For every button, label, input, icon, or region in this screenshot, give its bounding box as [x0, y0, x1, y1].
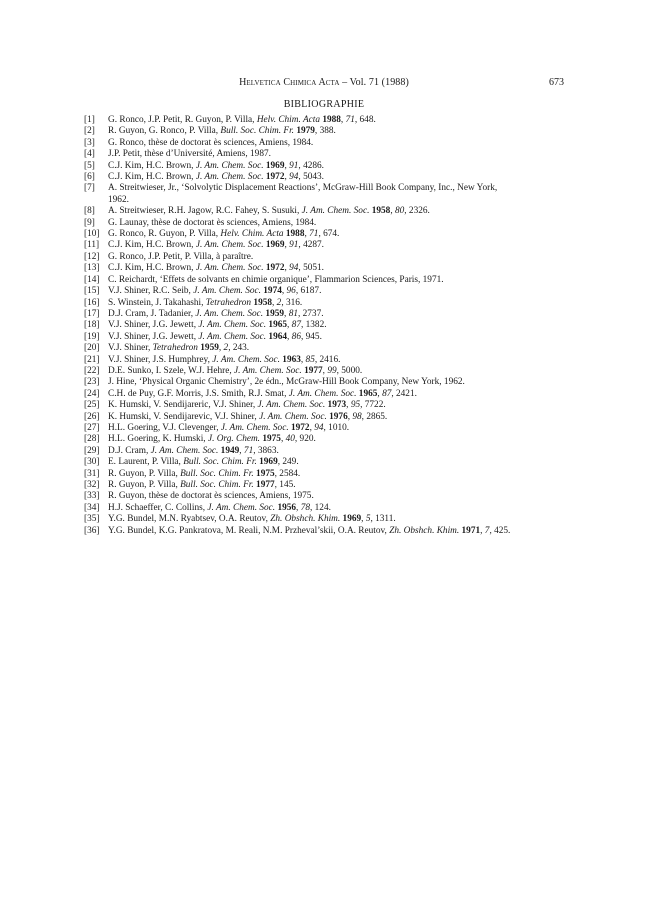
reference-year: 1959 — [197, 343, 219, 354]
reference-text: , 945. — [300, 331, 322, 342]
reference-item — [84, 286, 564, 297]
reference-journal: 86 — [291, 331, 301, 342]
journal-name: Helvetica Chimica Acta — [239, 77, 340, 88]
reference-journal: Tetrahedron — [152, 343, 198, 354]
reference-number: [27] — [84, 422, 100, 433]
reference-journal: J. Am. Chem. Soc. — [195, 308, 264, 319]
reference-number: [11] — [84, 240, 100, 251]
reference-item — [84, 412, 564, 423]
reference-text: , — [272, 297, 277, 308]
reference-text: R. Guyon, G. Ronco, P. Villa, — [108, 126, 221, 137]
reference-text: , 388. — [314, 126, 336, 137]
reference-number: [15] — [84, 286, 100, 297]
reference-number: [31] — [84, 468, 100, 479]
reference-text: , — [346, 400, 351, 411]
reference-text: D.E. Sunko, I. Szele, W.J. Hehre, — [108, 365, 235, 376]
reference-number: [3] — [84, 137, 95, 148]
reference-item — [84, 161, 564, 172]
reference-text: , — [287, 320, 292, 331]
reference-year: 1988 — [320, 115, 341, 125]
reference-item — [84, 126, 564, 137]
reference-text: , 7722. — [360, 400, 386, 411]
reference-text: C. Reichardt, ‘Effets de solvants en chimie organique’, Flammarion Sciences, Paris, 1971. — [108, 274, 444, 285]
reference-journal: 95 — [350, 400, 361, 411]
reference-journal: 2 — [223, 343, 229, 354]
reference-year: 1969 — [340, 514, 362, 525]
reference-text: , — [284, 308, 289, 319]
reference-journal: 87 — [382, 388, 392, 399]
reference-text: , 2865. — [361, 411, 388, 422]
reference-year: 1972 — [263, 172, 285, 183]
reference-number: [22] — [84, 365, 100, 376]
reference-journal: 96 — [286, 286, 296, 297]
reference-number: [23] — [84, 377, 100, 388]
reference-journal: 71 — [309, 229, 319, 240]
reference-journal: 78 — [300, 502, 310, 513]
reference-journal: Bull. Soc. Chim. Fr. — [180, 480, 254, 490]
reference-number: [2] — [84, 126, 95, 137]
reference-year: 1974 — [260, 286, 282, 297]
reference-item — [84, 115, 564, 126]
reference-item — [84, 503, 564, 514]
page-number: 673 — [549, 77, 564, 88]
reference-item — [84, 332, 564, 343]
reference-text: A. Streitwieser, R.H. Jagow, R.C. Fahey, S. Susuki, — [108, 206, 302, 217]
reference-item — [84, 491, 564, 502]
reference-text: , — [390, 206, 395, 217]
reference-year: 1965 — [356, 388, 378, 399]
reference-year: 1972 — [288, 422, 310, 433]
reference-text: E. Laurent, P. Villa, — [108, 457, 184, 468]
reference-item — [84, 389, 564, 400]
reference-text: , — [322, 365, 328, 376]
reference-text: , 2584. — [274, 468, 301, 479]
reference-journal: 7 — [484, 525, 490, 536]
reference-journal: Bull. Soc. Chim. Fr. — [183, 457, 257, 468]
reference-text: V.J. Shiner, J.G. Jewett, — [108, 331, 199, 342]
reference-item — [84, 183, 564, 206]
reference-number: [29] — [84, 445, 100, 456]
reference-item — [84, 218, 564, 229]
reference-journal: 91 — [289, 240, 299, 251]
reference-text: , — [218, 343, 224, 354]
reference-journal: Bull. Soc. Chim. Fr. — [220, 126, 294, 137]
reference-item — [84, 423, 564, 434]
reference-text: D.J. Cram, J. Tadanier, — [108, 308, 196, 319]
reference-number: [28] — [84, 434, 100, 445]
reference-number: [32] — [84, 480, 100, 490]
reference-number: [20] — [84, 343, 100, 354]
reference-text: A. Streitwieser, Jr., ‘Solvolytic Displacement Reactions’, McGraw-Hill Book Company, Inc., New York, — [108, 183, 498, 194]
reference-item — [84, 309, 564, 320]
reference-text: J. Hine, ‘Physical Organic Chemistry’, 2e édn., McGraw-Hill Book Company, New York, 1962. — [108, 377, 465, 388]
reference-text: Y.G. Bundel, K.G. Pankratova, M. Reali, N.M. Przheval’skii, O.A. Reutov, — [108, 525, 390, 536]
reference-number: [18] — [84, 320, 100, 331]
reference-text: V.J. Shiner, R.C. Seib, — [108, 286, 194, 297]
reference-text: , 2416. — [314, 354, 341, 365]
reference-text: , 316. — [281, 297, 303, 308]
reference-number: [9] — [84, 217, 95, 228]
reference-text: , — [284, 240, 290, 251]
reference-journal: J. Am. Chem. Soc. — [195, 160, 264, 171]
reference-text: , — [284, 160, 290, 171]
reference-text: , — [347, 411, 353, 422]
reference-item — [84, 446, 564, 457]
reference-text: , — [284, 172, 290, 183]
reference-text: , 1010. — [323, 422, 350, 433]
reference-year: 1963 — [279, 354, 301, 365]
reference-journal: 71 — [345, 115, 355, 125]
reference-text: G. Launay, thèse de doctorat ès sciences, Amiens, 1984. — [108, 217, 317, 228]
reference-journal: J. Am. Chem. Soc. — [301, 206, 370, 217]
reference-number: [21] — [84, 354, 100, 365]
reference-number: [8] — [84, 206, 95, 217]
reference-text: , — [480, 525, 485, 536]
reference-text: G. Ronco, thèse de doctorat ès sciences, Amiens, 1984. — [108, 137, 314, 148]
reference-item — [84, 434, 564, 445]
reference-number: [34] — [84, 502, 100, 513]
reference-year: 1969 — [256, 457, 278, 468]
reference-journal: 80 — [394, 206, 405, 217]
reference-year: 1965 — [266, 320, 288, 331]
reference-text: C.J. Kim, H.C. Brown, — [108, 263, 196, 274]
reference-year: 1959 — [263, 308, 285, 319]
reference-number: [25] — [84, 400, 100, 411]
reference-journal: 81 — [288, 308, 298, 319]
reference-text: , — [304, 229, 310, 240]
reference-number: [19] — [84, 331, 100, 342]
reference-journal: J. Am. Chem. Soc. — [288, 388, 357, 399]
reference-text: , 5000. — [336, 365, 363, 376]
journal-citation — [84, 77, 564, 88]
reference-number: [17] — [84, 308, 100, 319]
reference-text: G. Ronco, J.P. Petit, R. Guyon, P. Villa, — [108, 115, 257, 125]
reference-journal: J. Am. Chem. Soc. — [257, 400, 326, 411]
reference-journal: 40 — [285, 434, 295, 445]
reference-item — [84, 252, 564, 263]
reference-item — [84, 275, 564, 286]
reference-text: C.J. Kim, H.C. Brown, — [108, 160, 196, 171]
reference-text: K. Humski, V. Sendijarevic, V.J. Shiner, — [108, 411, 260, 422]
reference-number: [12] — [84, 251, 100, 262]
reference-journal: Helv. Chim. Acta — [220, 229, 284, 240]
reference-journal: J. Am. Chem. Soc. — [212, 354, 280, 365]
reference-journal: 94 — [289, 172, 299, 183]
reference-number: [7] — [84, 183, 95, 194]
reference-journal: 99 — [327, 365, 337, 376]
reference-text: , 145. — [274, 480, 296, 490]
reference-text: V.J. Shiner, J.S. Humphrey, — [108, 354, 213, 365]
reference-number: [6] — [84, 172, 95, 183]
reference-continuation: 1962. — [108, 194, 129, 205]
reference-item — [84, 138, 564, 149]
reference-text: , 124. — [310, 502, 331, 513]
reference-year: 1969 — [263, 240, 285, 251]
reference-text: V.J. Shiner, J.G. Jewett, — [108, 320, 199, 331]
reference-item — [84, 400, 564, 411]
reference-text: G. Ronco, J.P. Petit, P. Villa, à paraître. — [108, 251, 254, 262]
reference-text: , — [284, 263, 290, 274]
reference-year: 1988 — [283, 229, 305, 240]
reference-year: 1975 — [253, 468, 275, 479]
reference-text: H.J. Schaeffer, C. Collins, — [108, 502, 208, 513]
reference-number: [10] — [84, 229, 100, 240]
reference-text: , — [296, 502, 301, 513]
reference-year: 1976 — [326, 411, 348, 422]
section-title: BIBLIOGRAPHIE — [283, 99, 365, 110]
reference-text: , — [287, 331, 292, 342]
reference-number: [26] — [84, 411, 100, 422]
reference-text: R. Guyon, thèse de doctorat ès sciences, Amiens, 1975. — [108, 491, 314, 502]
reference-year: 1972 — [263, 263, 285, 274]
reference-number: [35] — [84, 514, 100, 525]
reference-journal: J. Am. Chem. Soc. — [195, 172, 264, 183]
reference-year: 1977 — [301, 365, 323, 376]
reference-text: C.J. Kim, H.C. Brown, — [108, 240, 196, 251]
reference-journal: J. Am. Chem. Soc. — [220, 422, 289, 433]
reference-text: , 4286. — [298, 160, 324, 171]
reference-item — [84, 240, 564, 251]
journal-volume-year: – Vol. 71 (1988) — [339, 77, 409, 88]
reference-list — [84, 115, 564, 537]
reference-item — [84, 298, 564, 309]
reference-year: 1973 — [325, 400, 347, 411]
reference-journal: J. Am. Chem. Soc. — [207, 502, 276, 513]
reference-journal: Bull. Soc. Chim. Fr. — [180, 468, 254, 479]
reference-number: [1] — [84, 115, 95, 125]
reference-year: 1964 — [266, 331, 288, 342]
reference-text: , — [340, 115, 346, 125]
reference-journal: J. Org. Chem. — [207, 434, 261, 445]
reference-number: [5] — [84, 160, 95, 171]
reference-item — [84, 366, 564, 377]
reference-journal: J. Am. Chem. Soc. — [150, 445, 219, 456]
reference-number: [13] — [84, 263, 100, 274]
reference-text: G. Ronco, R. Guyon, P. Villa, — [108, 229, 221, 240]
reference-item — [84, 343, 564, 354]
reference-text: , 1382. — [300, 320, 327, 331]
reference-text: , — [309, 422, 315, 433]
reference-journal: Zh. Obshch. Khim. — [389, 525, 460, 536]
reference-journal: Zh. Obshch. Khim. — [270, 514, 341, 525]
reference-text: , 2326. — [404, 206, 430, 217]
reference-text: , — [281, 286, 287, 297]
reference-text: , — [377, 388, 383, 399]
reference-text: , 5043. — [298, 172, 324, 183]
reference-journal: J. Am. Chem. Soc. — [234, 365, 302, 376]
reference-text: C.H. de Puy, G.F. Morris, J.S. Smith, R.J. Smat, — [108, 388, 289, 399]
reference-journal: 91 — [289, 160, 299, 171]
reference-text: , 2421. — [391, 388, 417, 399]
reference-year: 1949 — [218, 445, 240, 456]
reference-item — [84, 526, 564, 537]
reference-number: [14] — [84, 274, 100, 285]
reference-year: 1969 — [263, 160, 285, 171]
reference-text: R. Guyon, P. Villa, — [108, 480, 181, 490]
reference-journal: 71 — [243, 445, 254, 456]
reference-journal: Helv. Chim. Acta — [256, 115, 320, 125]
reference-text: , — [300, 354, 306, 365]
reference-item — [84, 355, 564, 366]
reference-year: 1958 — [369, 206, 391, 217]
reference-text: , 6187. — [295, 286, 322, 297]
reference-year: 1956 — [275, 502, 297, 513]
reference-text: C.J. Kim, H.C. Brown, — [108, 172, 196, 183]
reference-text: H.L. Goering, V.J. Clevenger, — [108, 422, 221, 433]
reference-item — [84, 480, 564, 491]
reference-text: , 674. — [318, 229, 340, 240]
reference-number: [24] — [84, 388, 100, 399]
reference-journal: 98 — [352, 411, 362, 422]
reference-journal: J. Am. Chem. Soc. — [195, 263, 264, 274]
reference-text: H.L. Goering, K. Humski, — [108, 434, 208, 445]
reference-text: R. Guyon, P. Villa, — [108, 468, 181, 479]
reference-text: S. Winstein, J. Takahashi, — [108, 297, 206, 308]
reference-text: , 243. — [228, 343, 250, 354]
reference-text: K. Humski, V. Sendijareric, V.J. Shiner, — [108, 400, 258, 411]
reference-item — [84, 229, 564, 240]
reference-journal: J. Am. Chem. Soc. — [259, 411, 327, 422]
reference-journal: 87 — [291, 320, 301, 331]
reference-year: 1971 — [459, 525, 481, 536]
reference-journal: J. Am. Chem. Soc. — [198, 331, 267, 342]
reference-text: , 4287. — [298, 240, 324, 251]
reference-journal: Tetrahedron — [205, 297, 252, 308]
running-header — [84, 77, 564, 91]
reference-text: J.P. Petit, thèse d’Université, Amiens, 1987. — [108, 149, 271, 160]
reference-text: Y.G. Bundel, M.N. Ryabtsev, O.A. Reutov, — [108, 514, 271, 525]
reference-item — [84, 469, 564, 480]
reference-year: 1977 — [253, 480, 275, 490]
reference-item — [84, 172, 564, 183]
reference-item — [84, 206, 564, 217]
reference-text: , 2737. — [297, 308, 324, 319]
reference-item — [84, 149, 564, 160]
reference-text: , 3863. — [253, 445, 279, 456]
reference-journal: J. Am. Chem. Soc. — [195, 240, 264, 251]
reference-text: V.J. Shiner, — [108, 343, 153, 354]
reference-item — [84, 320, 564, 331]
reference-item — [84, 263, 564, 274]
reference-item — [84, 377, 564, 388]
reference-year: 1958 — [251, 297, 273, 308]
reference-text: D.J. Cram, — [108, 445, 151, 456]
reference-number: [4] — [84, 149, 95, 160]
reference-text: , 249. — [277, 457, 299, 468]
reference-journal: 5 — [365, 514, 371, 525]
reference-text: , — [280, 434, 286, 445]
reference-item — [84, 457, 564, 468]
reference-text: , 920. — [294, 434, 316, 445]
reference-journal: 2 — [276, 297, 282, 308]
reference-journal: 94 — [314, 422, 324, 433]
reference-number: [30] — [84, 457, 100, 468]
reference-journal: 85 — [305, 354, 315, 365]
reference-year: 1979 — [294, 126, 315, 137]
reference-number: [16] — [84, 297, 100, 308]
reference-text: , — [361, 514, 366, 525]
reference-year: 1975 — [260, 434, 281, 445]
reference-journal: J. Am. Chem. Soc. — [198, 320, 267, 331]
reference-text: , 5051. — [298, 263, 324, 274]
reference-journal: 94 — [289, 263, 299, 274]
reference-number: [33] — [84, 491, 100, 502]
reference-text: , 425. — [489, 525, 511, 536]
reference-text: , — [239, 445, 244, 456]
reference-text: , 1311. — [370, 514, 396, 525]
reference-item — [84, 514, 564, 525]
reference-journal: J. Am. Chem. Soc. — [193, 286, 261, 297]
reference-text: , 648. — [354, 115, 376, 125]
reference-number: [36] — [84, 525, 100, 536]
